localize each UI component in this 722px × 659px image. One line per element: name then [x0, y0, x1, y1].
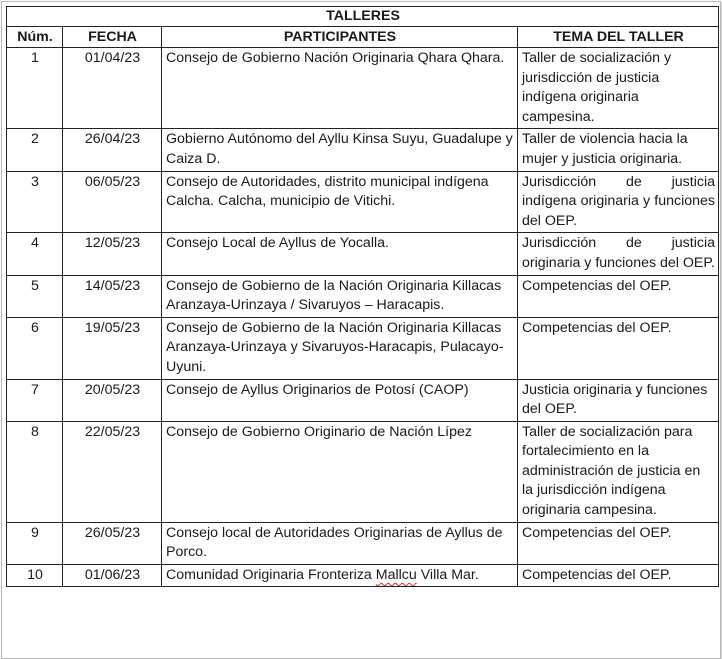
- cell-tema: Competencias del OEP.: [518, 317, 719, 379]
- table-row: [7, 171, 719, 233]
- cell-num: 6: [7, 317, 63, 379]
- cell-num: 2: [7, 129, 63, 171]
- cell-tema: Competencias del OEP.: [518, 564, 719, 587]
- participantes-text-after: Villa Mar.: [416, 566, 479, 583]
- cell-fecha: 26/05/23: [63, 522, 162, 564]
- cell-num: 7: [7, 379, 63, 421]
- cell-fecha: 01/06/23: [63, 564, 162, 587]
- cell-participantes: Consejo de Gobierno de la Nación Originaria Killacas Aranzaya-Urinzaya / Sivaruyos – Haracapis.: [162, 275, 518, 317]
- table-row: [7, 317, 719, 379]
- cell-num: 5: [7, 275, 63, 317]
- cell-num: 1: [7, 48, 63, 129]
- cell-tema: Justicia originaria y funciones del OEP.: [518, 379, 719, 421]
- cell-participantes: Consejo de Autoridades, distrito municipal indígena Calcha. Calcha, municipio de Vitichi.: [162, 171, 518, 233]
- table-row: [7, 129, 719, 171]
- cell-num: 9: [7, 522, 63, 564]
- document-page: [1, 1, 721, 659]
- table-row: [7, 233, 719, 275]
- cell-participantes: Gobierno Autónomo del Ayllu Kinsa Suyu, Guadalupe y Caiza D.: [162, 129, 518, 171]
- cell-num: 8: [7, 421, 63, 522]
- table-row: [7, 564, 719, 587]
- table-row: [7, 379, 719, 421]
- cell-num: 4: [7, 233, 63, 275]
- cell-fecha: 06/05/23: [63, 171, 162, 233]
- cell-fecha: 20/05/23: [63, 379, 162, 421]
- table-row: [7, 48, 719, 129]
- cell-participantes: Consejo de Gobierno de la Nación Originaria Killacas Aranzaya-Urinzaya y Sivaruyos-Haracapis, Pulacayo-Uyuni.: [162, 317, 518, 379]
- table-title: TALLERES: [7, 7, 719, 27]
- cell-participantes: Consejo local de Autoridades Originarias de Ayllus de Porco.: [162, 522, 518, 564]
- talleres-table: [6, 6, 719, 587]
- cell-fecha: 12/05/23: [63, 233, 162, 275]
- table-row: [7, 522, 719, 564]
- cell-tema: Taller de socialización y jurisdicción de justicia indígena originaria campesina.: [518, 48, 719, 129]
- cell-num: 10: [7, 564, 63, 587]
- cell-tema: Jurisdicción de justicia indígena originaria y funciones del OEP.: [518, 171, 719, 233]
- cell-participantes: Consejo de Gobierno Nación Originaria Qhara Qhara.: [162, 48, 518, 129]
- spellcheck-flagged-word: Mallcu: [375, 566, 417, 583]
- cell-tema: Competencias del OEP.: [518, 522, 719, 564]
- header-participantes: PARTICIPANTES: [162, 27, 518, 48]
- cell-participantes: Consejo de Ayllus Originarios de Potosí (CAOP): [162, 379, 518, 421]
- table-row: [7, 421, 719, 522]
- cell-tema: Taller de violencia hacia la mujer y justicia originaria.: [518, 129, 719, 171]
- cell-fecha: 14/05/23: [63, 275, 162, 317]
- table-header-row: [7, 27, 719, 48]
- cell-num: 3: [7, 171, 63, 233]
- cell-tema: Competencias del OEP.: [518, 275, 719, 317]
- cell-participantes: Consejo de Gobierno Originario de Nación Lípez: [162, 421, 518, 522]
- cell-participantes: Consejo Local de Ayllus de Yocalla.: [162, 233, 518, 275]
- cell-fecha: 01/04/23: [63, 48, 162, 129]
- header-fecha: FECHA: [63, 27, 162, 48]
- cell-fecha: 26/04/23: [63, 129, 162, 171]
- header-num: Núm.: [7, 27, 63, 48]
- table-title-row: [7, 7, 719, 27]
- cell-fecha: 22/05/23: [63, 421, 162, 522]
- cell-tema: Taller de socialización para fortalecimiento en la administración de justicia en la jurisdicción indígena originaria campesina.: [518, 421, 719, 522]
- participantes-text-before: Comunidad Originaria Fronteriza: [166, 566, 376, 583]
- cell-tema: Jurisdicción de justicia originaria y funciones del OEP.: [518, 233, 719, 275]
- cell-participantes: [162, 564, 518, 587]
- cell-fecha: 19/05/23: [63, 317, 162, 379]
- table-row: [7, 275, 719, 317]
- header-tema: TEMA DEL TALLER: [518, 27, 719, 48]
